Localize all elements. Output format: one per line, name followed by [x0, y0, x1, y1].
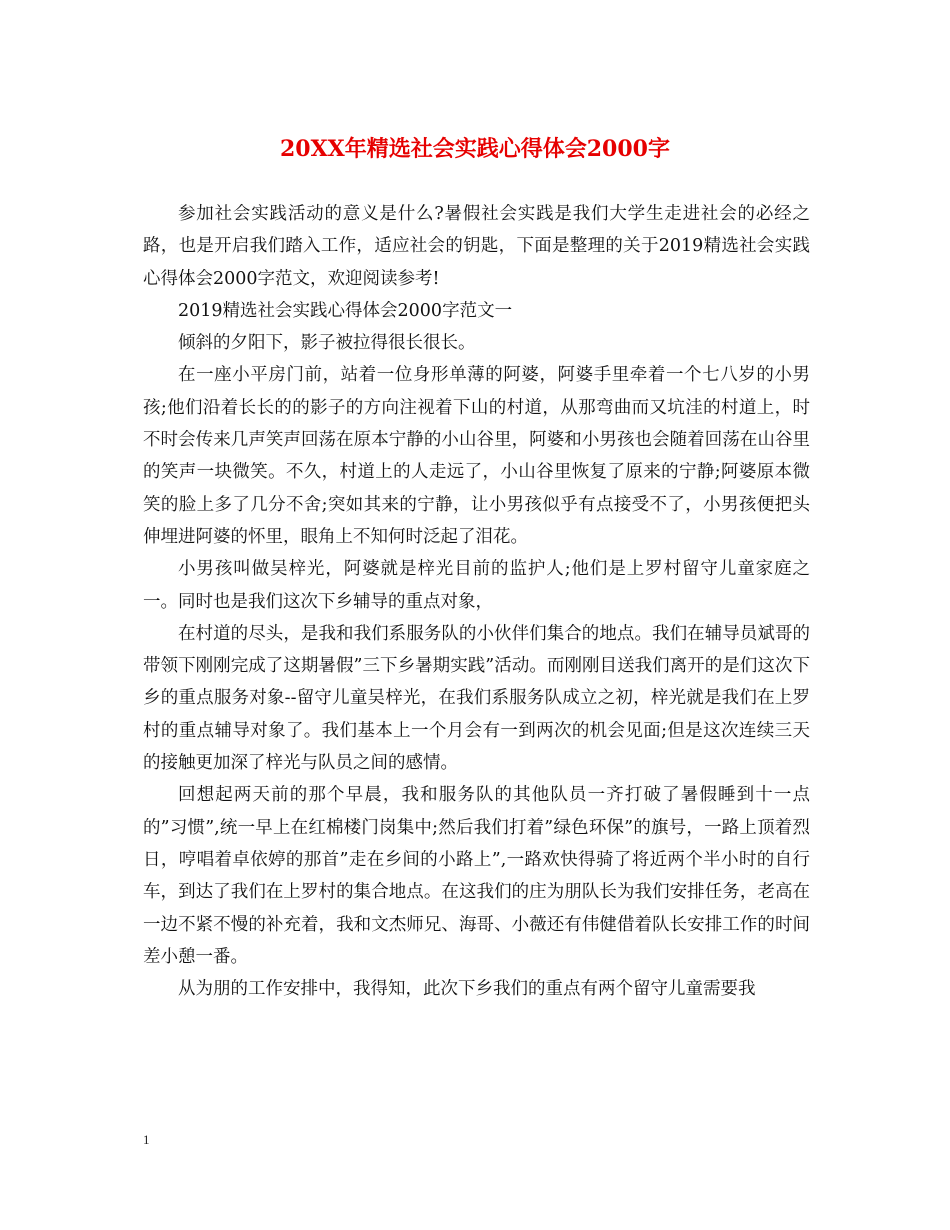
paragraph-work-plan: 从为朋的工作安排中，我得知，此次下乡我们的重点有两个留守儿童需要我	[178, 979, 756, 1000]
paragraph-subtitle: 2019精选社会实践心得体会2000字范文一	[178, 300, 513, 321]
document-title: 20XX年精选社会实践心得体会2000字	[280, 136, 670, 162]
document-body	[143, 198, 810, 1005]
paragraph-morning: 回想起两天前的那个早晨，我和服务队的其他队员一齐打破了暑假睡到十一点的”习惯”,统一早上在红棉楼门岗集中;然后我们打着”绿色环保”的旗号，一路上顶着烈日，哼唱着卓依婷的那首”走在乡间的小路上”,一路欢快得骑了将近两个半小时的自行车，到达了我们在上罗村的集合地点。在这我们的庄为朋队长为我们安排任务，老高在一边不紧不慢的补充着，我和文杰师兄、海哥、小薇还有伟健借着队长安排工作的时间差小憩一番。	[143, 785, 810, 967]
paragraph-intro: 参加社会实践活动的意义是什么?暑假社会实践是我们大学生走进社会的必经之路，也是开启我们踏入工作，适应社会的钥匙，下面是整理的关于2019精选社会实践心得体会2000字范文，欢迎阅读参考!	[143, 204, 810, 289]
paragraph-village-road: 在村道的尽头，是我和我们系服务队的小伙伴们集合的地点。我们在辅导员斌哥的带领下刚刚完成了这期暑假”三下乡暑期实践”活动。而刚刚目送我们离开的是们这次下乡的重点服务对象--留守儿童吴梓光，在我们系服务队成立之初，梓光就是我们在上罗村的重点辅导对象了。我们基本上一个月会有一到两次的机会见面;但是这次连续三天的接触更加深了梓光与队员之间的感情。	[143, 623, 810, 774]
paragraph-boy-name: 小男孩叫做吴梓光，阿婆就是梓光目前的监护人;他们是上罗村留守儿童家庭之一。同时也是我们这次下乡辅导的重点对象，	[143, 559, 810, 612]
page-number: 1	[143, 1132, 150, 1147]
paragraph-sunset: 倾斜的夕阳下，影子被拉得很长很长。	[178, 333, 476, 354]
paragraph-grandma-boy: 在一座小平房门前，站着一位身形单薄的阿婆，阿婆手里牵着一个七八岁的小男孩;他们沿着长长的的影子的方向注视着下山的村道，从那弯曲而又坑洼的村道上，时不时会传来几声笑声回荡在原本宁静的小山谷里，阿婆和小男孩也会随着回荡在山谷里的笑声一块微笑。不久，村道上的人走远了，小山谷里恢复了原来的宁静;阿婆原本微笑的脸上多了几分不舍;突如其来的宁静，让小男孩似乎有点接受不了，小男孩便把头伸埋进阿婆的怀里，眼角上不知何时泛起了泪花。	[143, 365, 810, 547]
